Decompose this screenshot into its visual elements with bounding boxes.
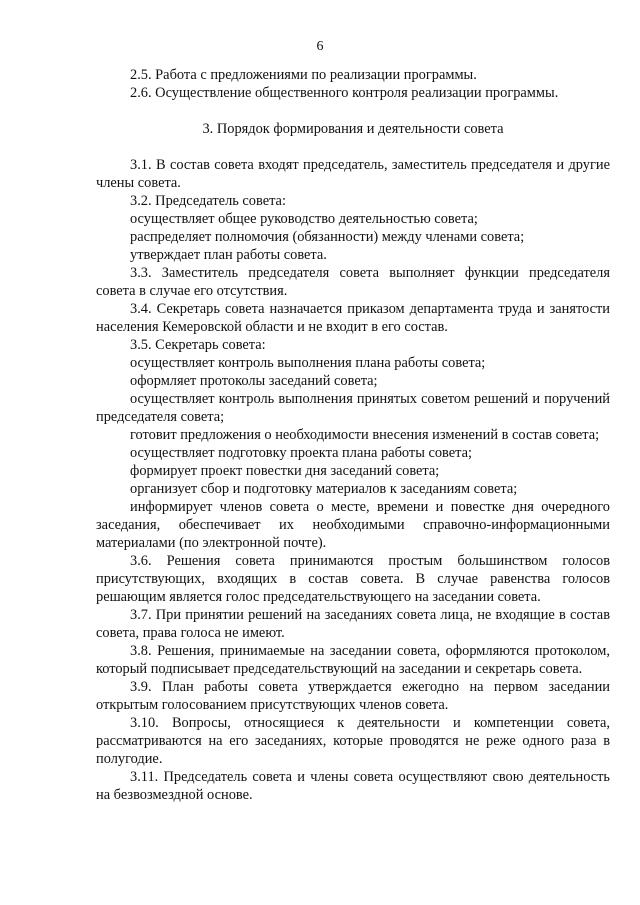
list-item: формирует проект повестки дня заседаний совета;	[130, 463, 440, 479]
paragraph-3-3: 3.3. Заместитель председателя совета выполняет функции председателя совета в случае его отсутствия.	[96, 265, 610, 299]
paragraph-3-9: 3.9. План работы совета утверждается ежегодно на первом заседании открытым голосованием присутствующих членов совета.	[96, 679, 610, 713]
list-item: организует сбор и подготовку материалов к заседаниям совета;	[130, 481, 518, 497]
paragraph-3-2: 3.2. Председатель совета:	[130, 193, 286, 209]
list-item: информирует членов совета о месте, времени и повестке дня очередного заседания, обеспечивает их необходимыми справочно-информационными материалами (по электронной почте).	[96, 499, 610, 551]
list-item: оформляет протоколы заседаний совета;	[130, 373, 378, 389]
document-body	[96, 66, 610, 804]
list-item: осуществляет общее руководство деятельностью совета;	[130, 211, 478, 227]
paragraph-3-6: 3.6. Решения совета принимаются простым большинством голосов присутствующих, входящих в состав совета. В случае равенства голосов решающим является голос председательствующего на заседании совета.	[96, 553, 610, 605]
paragraph-2-6: 2.6. Осуществление общественного контроля реализации программы.	[130, 85, 559, 101]
list-item: готовит предложения о необходимости внесения изменений в состав совета;	[130, 427, 600, 443]
section-heading: 3. Порядок формирования и деятельности совета	[202, 121, 504, 137]
list-item: утверждает план работы совета.	[130, 247, 327, 263]
list-item: осуществляет подготовку проекта плана работы совета;	[130, 445, 473, 461]
page-number: 6	[316, 39, 324, 54]
paragraph-3-5: 3.5. Секретарь совета:	[130, 337, 266, 353]
paragraph-3-11: 3.11. Председатель совета и члены совета осуществляют свою деятельность на безвозмездной основе.	[96, 769, 610, 803]
paragraph-2-5: 2.5. Работа с предложениями по реализации программы.	[130, 67, 477, 83]
paragraph-3-8: 3.8. Решения, принимаемые на заседании совета, оформляются протоколом, который подписывает председательствующий на заседании и секретарь совета.	[96, 643, 610, 677]
paragraph-3-10: 3.10. Вопросы, относящиеся к деятельности и компетенции совета, рассматриваются на его заседаниях, которые проводятся не реже одного раза в полугодие.	[96, 715, 610, 767]
list-item: осуществляет контроль выполнения плана работы совета;	[130, 355, 486, 371]
paragraph-3-4: 3.4. Секретарь совета назначается приказом департамента труда и занятости населения Кемеровской области и не входит в его состав.	[96, 301, 610, 335]
paragraph-3-7: 3.7. При принятии решений на заседаниях совета лица, не входящие в состав совета, права голоса не имеют.	[96, 607, 610, 641]
list-item: распределяет полномочия (обязанности) между членами совета;	[130, 229, 525, 245]
list-item: осуществляет контроль выполнения принятых советом решений и поручений председателя совета;	[96, 391, 610, 425]
paragraph-3-1: 3.1. В состав совета входят председатель, заместитель председателя и другие члены совета.	[96, 157, 610, 191]
